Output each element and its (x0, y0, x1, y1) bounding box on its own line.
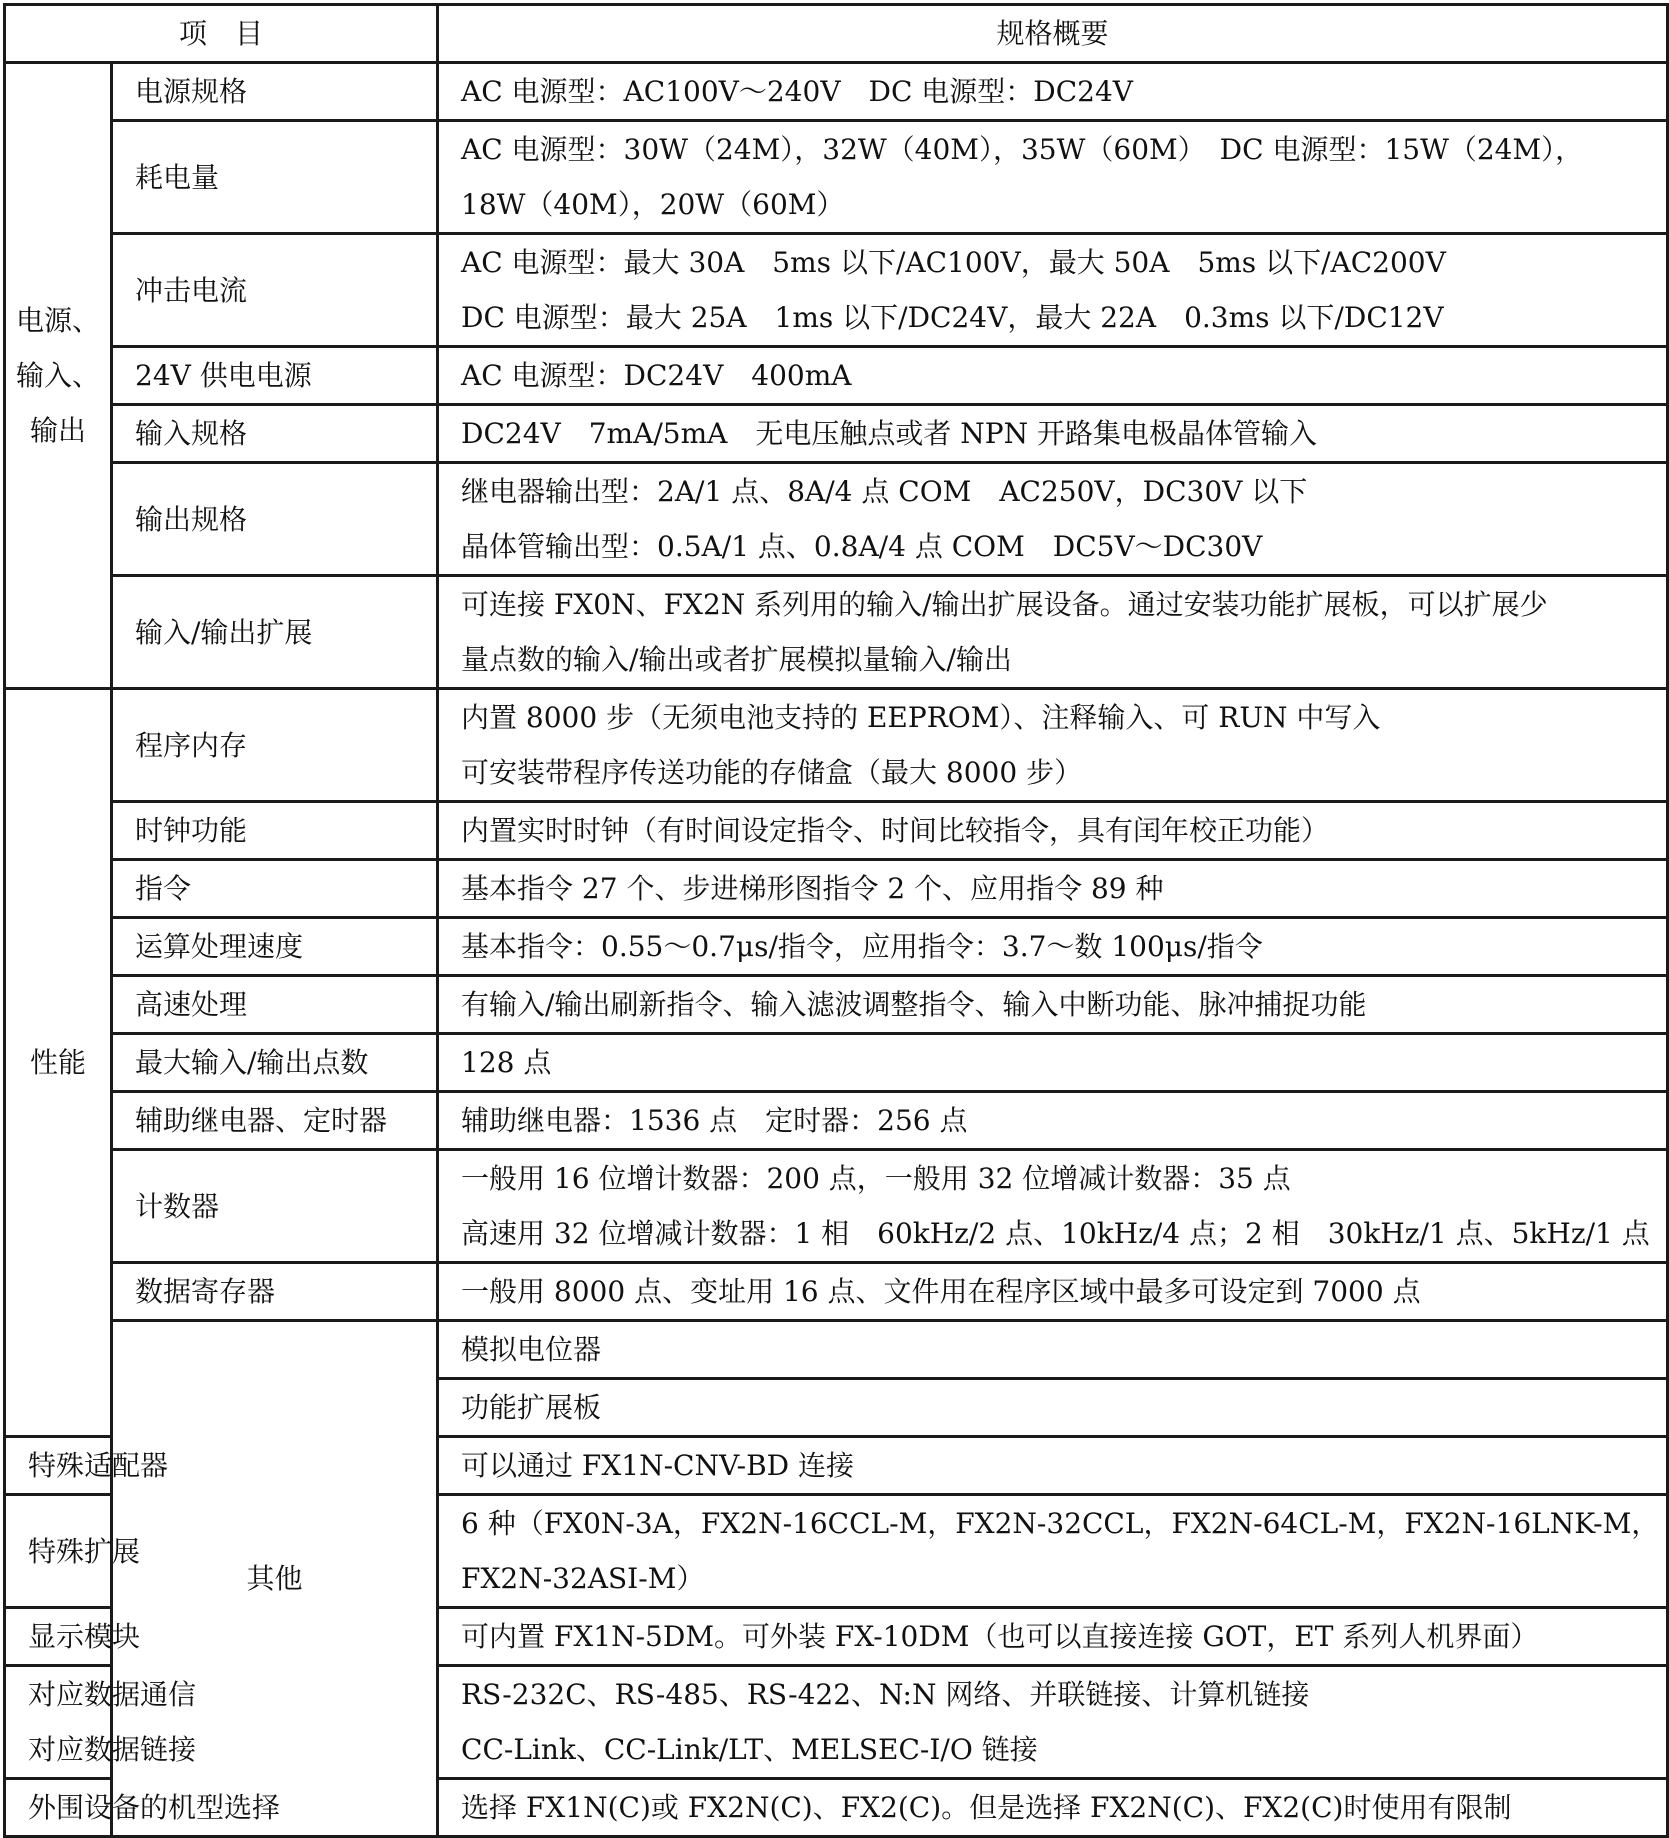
spec-cell (438, 63, 1668, 121)
group-label: 输出 (29, 414, 86, 447)
spec-cell (438, 463, 1668, 576)
item-label: 特殊扩展 (5, 1495, 112, 1608)
spec-line: AC 电源型：AC100V～240V DC 电源型：DC24V (461, 75, 1134, 108)
item-line: 对应数据通信 (28, 1678, 197, 1711)
spec-cell (438, 976, 1668, 1034)
spec-line: 基本指令：0.55～0.7μs/指令，应用指令：3.7～数 100μs/指令 (461, 930, 1263, 963)
spec-line: AC 电源型：最大 30A 5ms 以下/AC100V，最大 50A 5ms 以下/AC200V (461, 246, 1446, 279)
spec-line: 可以通过 FX1N-CNV-BD 连接 (461, 1449, 855, 1482)
spec-line: 内置实时时钟（有时间设定指令、时间比较指令，具有闰年校正功能） (461, 814, 1330, 847)
spec-line: FX2N-32ASI-M） (461, 1562, 705, 1595)
spec-line: 晶体管输出型：0.5A/1 点、0.8A/4 点 COM DC5V～DC30V (461, 530, 1263, 563)
table-row (5, 1092, 1668, 1150)
spec-cell (438, 1150, 1668, 1263)
spec-cell (438, 802, 1668, 860)
header-row (5, 5, 1668, 63)
item-label: 输入/输出扩展 (112, 576, 438, 689)
spec-cell (438, 1608, 1668, 1666)
table-row (5, 121, 1668, 234)
item-label: 电源规格 (112, 63, 438, 121)
table-row (5, 234, 1668, 347)
header-item: 项 目 (5, 5, 438, 63)
spec-cell (438, 918, 1668, 976)
table-row (5, 976, 1668, 1034)
spec-line: 6 种（FX0N-3A，FX2N-16CCL-M，FX2N-32CCL，FX2N-64CL-M，FX2N-16LNK-M， (461, 1507, 1660, 1540)
item-label: 功能扩展板 (438, 1379, 1668, 1437)
table-row (5, 689, 1668, 802)
item-label: 指令 (112, 860, 438, 918)
table-row (5, 405, 1668, 463)
group-performance (5, 689, 112, 1437)
spec-cell (438, 1437, 1668, 1495)
spec-cell (438, 576, 1668, 689)
group-label: 输入、 (15, 359, 100, 392)
item-line: 对应数据链接 (28, 1733, 197, 1766)
item-label: 显示模块 (5, 1608, 112, 1666)
spec-line: 量点数的输入/输出或者扩展模拟量输入/输出 (461, 643, 1012, 676)
spec-line: RS-232C、RS-485、RS-422、N:N 网络、并联链接、计算机链接 (461, 1678, 1310, 1711)
item-label: 程序内存 (112, 689, 438, 802)
spec-line: 辅助继电器：1536 点 定时器：256 点 (461, 1104, 968, 1137)
item-label: 24V 供电电源 (112, 347, 438, 405)
item-label: 模拟电位器 (438, 1321, 1668, 1379)
spec-line: 有输入/输出刷新指令、输入滤波调整指令、输入中断功能、脉冲捕捉功能 (461, 988, 1367, 1021)
spec-cell (438, 121, 1668, 234)
item-label: 外围设备的机型选择 (5, 1779, 112, 1837)
spec-cell (438, 347, 1668, 405)
spec-line: AC 电源型：DC24V 400mA (461, 359, 852, 392)
spec-line: 高速用 32 位增减计数器：1 相 60kHz/2 点、10kHz/4 点；2 相 30kHz/1 点、5kHz/1 点 (461, 1217, 1650, 1250)
table-row (5, 63, 1668, 121)
table-row (5, 860, 1668, 918)
spec-line: AC 电源型：30W（24M），32W（40M），35W（60M） DC 电源型：15W（24M）， (461, 133, 1584, 166)
spec-cell (438, 689, 1668, 802)
spec-line: 可连接 FX0N、FX2N 系列用的输入/输出扩展设备。通过安装功能扩展板，可以扩展少 (461, 588, 1548, 621)
spec-line: DC 电源型：最大 25A 1ms 以下/DC24V，最大 22A 0.3ms 以下/DC12V (461, 301, 1444, 334)
spec-line: 可内置 FX1N-5DM。可外装 FX-10DM（也可以直接连接 GOT，ET 系列人机界面） (461, 1620, 1539, 1653)
item-label: 时钟功能 (112, 802, 438, 860)
spec-cell (438, 1263, 1668, 1321)
spec-line: 18W（40M），20W（60M） (461, 188, 845, 221)
spec-cell (438, 860, 1668, 918)
table-row (5, 576, 1668, 689)
spec-cell (438, 405, 1668, 463)
spec-line: 继电器输出型：2A/1 点、8A/4 点 COM AC250V，DC30V 以下 (461, 475, 1308, 508)
spec-line: DC24V 7mA/5mA 无电压触点或者 NPN 开路集电极晶体管输入 (461, 417, 1317, 450)
table-row (5, 1150, 1668, 1263)
item-label (5, 1666, 197, 1779)
group-label: 性能 (29, 1046, 86, 1079)
item-label: 冲击电流 (112, 234, 438, 347)
item-label: 数据寄存器 (112, 1263, 438, 1321)
item-label: 最大输入/输出点数 (112, 1034, 438, 1092)
header-spec: 规格概要 (438, 5, 1668, 63)
spec-line: 内置 8000 步（无须电池支持的 EEPROM）、注释输入、可 RUN 中写入 (461, 701, 1381, 734)
table-row (5, 918, 1668, 976)
spec-line: 128 点 (461, 1046, 552, 1079)
group-label: 其他 (246, 1562, 303, 1595)
item-label: 辅助继电器、定时器 (112, 1092, 438, 1150)
table-row (5, 1321, 1668, 1379)
item-label: 耗电量 (112, 121, 438, 234)
table-row (5, 463, 1668, 576)
spec-cell (438, 1034, 1668, 1092)
item-label: 计数器 (112, 1150, 438, 1263)
table-row (5, 1034, 1668, 1092)
table-row (5, 802, 1668, 860)
spec-cell (438, 1092, 1668, 1150)
spec-line: 选择 FX1N(C)或 FX2N(C)、FX2(C)。但是选择 FX2N(C)、FX2(C)时使用有限制 (461, 1791, 1512, 1824)
spec-line: 基本指令 27 个、步进梯形图指令 2 个、应用指令 89 种 (461, 872, 1164, 905)
spec-table (3, 3, 1669, 1838)
group-power-io (5, 63, 112, 689)
spec-cell (438, 1495, 1668, 1608)
item-label: 高速处理 (112, 976, 438, 1034)
item-label: 输入规格 (112, 405, 438, 463)
item-label: 运算处理速度 (112, 918, 438, 976)
item-label: 特殊适配器 (5, 1437, 112, 1495)
spec-line: 一般用 8000 点、变址用 16 点、文件用在程序区域中最多可设定到 7000 点 (461, 1275, 1421, 1308)
table-row (5, 347, 1668, 405)
table-row (5, 1263, 1668, 1321)
spec-line: 可安装带程序传送功能的存储盒（最大 8000 步） (461, 756, 1083, 789)
spec-cell (438, 1779, 1668, 1837)
spec-line: 一般用 16 位增计数器：200 点，一般用 32 位增减计数器：35 点 (461, 1162, 1291, 1195)
item-label: 输出规格 (112, 463, 438, 576)
group-label: 电源、 (15, 304, 100, 337)
spec-line: CC-Link、CC-Link/LT、MELSEC-I/O 链接 (461, 1733, 1038, 1766)
spec-cell (438, 234, 1668, 347)
spec-cell (438, 1666, 1668, 1779)
